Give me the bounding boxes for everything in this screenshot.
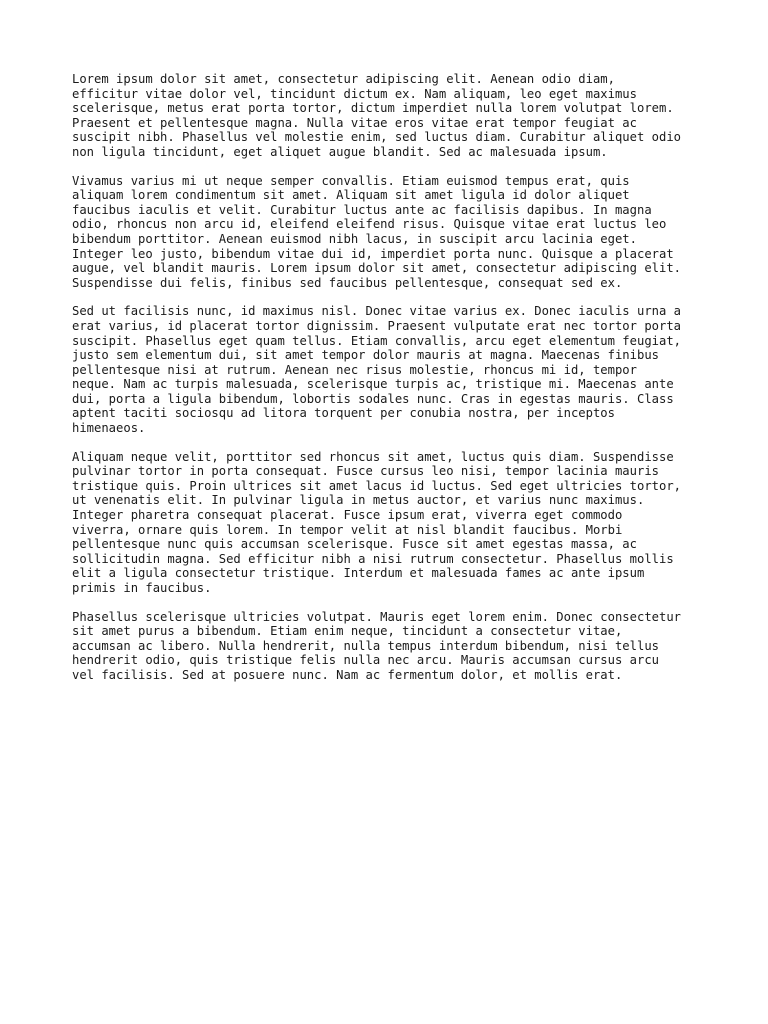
paragraph-2: Vivamus varius mi ut neque semper convallis. Etiam euismod tempus erat, quis aliquam lorem condimentum sit amet. Aliquam sit amet ligula id dolor aliquet faucibus iaculis et velit. Curabitur luctus ante ac facilisis dapibus. In magna odio, rhoncus non arcu id, eleifend eleifend risus. Quisque vitae erat luctus leo bibendum porttitor. Aenean euismod nibh lacus, in suscipit arcu lacinia eget. Integer leo justo, bibendum vitae dui id, imperdiet porta nunc. Quisque a placerat augue, vel blandit mauris. Lorem ipsum dolor sit amet, consectetur adipiscing elit. Suspendisse dui felis, finibus sed faucibus pellentesque, consequat sed ex. [72, 173, 682, 290]
paragraph-1: Lorem ipsum dolor sit amet, consectetur adipiscing elit. Aenean odio diam, efficitur vitae dolor vel, tincidunt dictum ex. Nam aliquam, leo eget maximus scelerisque, metus erat porta tortor, dictum imperdiet nulla lorem volutpat lorem. Praesent et pellentesque magna. Nulla vitae eros vitae erat tempor feugiat ac suscipit nibh. Phasellus vel molestie enim, sed luctus diam. Curabitur aliquet odio non ligula tincidunt, eget aliquet augue blandit. Sed ac malesuada ipsum. [72, 72, 682, 159]
paragraph-4: Aliquam neque velit, porttitor sed rhoncus sit amet, luctus quis diam. Suspendisse pulvinar tortor in porta consequat. Fusce cursus leo nisi, tempor lacinia mauris tristique quis. Proin ultrices sit amet lacus id luctus. Sed eget ultricies tortor, ut venenatis elit. In pulvinar ligula in metus auctor, et varius nunc maximus. Integer pharetra consequat placerat. Fusce ipsum erat, viverra eget commodo viverra, ornare quis lorem. In tempor velit at nisl blandit faucibus. Morbi pellentesque nunc quis accumsan scelerisque. Fusce sit amet egestas massa, ac sollicitudin magna. Sed efficitur nibh a nisi rutrum consectetur. Phasellus mollis elit a ligula consectetur tristique. Interdum et malesuada fames ac ante ipsum primis in faucibus. [72, 449, 682, 595]
document-page [72, 72, 704, 697]
paragraph-3: Sed ut facilisis nunc, id maximus nisl. Donec vitae varius ex. Donec iaculis urna a erat varius, id placerat tortor dignissim. Praesent vulputate erat nec tortor porta suscipit. Phasellus eget quam tellus. Etiam convallis, arcu eget elementum feugiat, justo sem elementum dui, sit amet tempor dolor mauris at magna. Maecenas finibus pellentesque nisi at rutrum. Aenean nec risus molestie, rhoncus mi id, tempor neque. Nam ac turpis malesuada, scelerisque turpis ac, tristique mi. Maecenas ante dui, porta a ligula bibendum, lobortis sodales nunc. Cras in egestas mauris. Class aptent taciti sociosqu ad litora torquent per conubia nostra, per inceptos himenaeos. [72, 304, 682, 436]
paragraph-5: Phasellus scelerisque ultricies volutpat. Mauris eget lorem enim. Donec consectetur sit amet purus a bibendum. Etiam enim neque, tincidunt a consectetur vitae, accumsan ac libero. Nulla hendrerit, nulla tempus interdum bibendum, nisi tellus hendrerit odio, quis tristique felis nulla nec arcu. Mauris accumsan cursus arcu vel facilisis. Sed at posuere nunc. Nam ac fermentum dolor, et mollis erat. [72, 609, 682, 682]
